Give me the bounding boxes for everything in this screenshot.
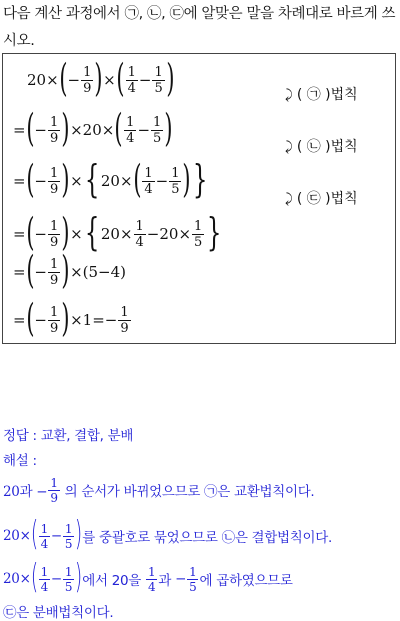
- explanation-label: 해설 :: [3, 453, 37, 469]
- question-line-1: 다음 계산 과정에서 ㉠, ㉡, ㉢에 알맞은 말을 차례대로 바르게 쓰: [3, 6, 396, 22]
- curved-arrow-icon: ⤸: [285, 192, 293, 207]
- answer-line: 정답 : 교환, 결합, 분배: [3, 428, 134, 444]
- explanation-text-3c: 에 곱하였으므로: [199, 573, 293, 589]
- curved-arrow-icon: ⤸: [285, 140, 293, 155]
- question-text: [3, 1, 397, 55]
- calc-step-3: = ( − $\frac{1}{9}$ ) × { 20× ( $\frac{1}{4}$ − $\frac{1}{5}$ ) }: [13, 157, 208, 201]
- explanation-text-2: 를 중괄호로 묶었으므로 ㉡은 결합법칙이다.: [82, 530, 332, 546]
- law-label-3: ⤸ ( ㉢ )법칙: [285, 191, 358, 207]
- calc-step-4: = ( − $\frac{1}{9}$ ) × { 20× $\frac{1}{4}$ −20× $\frac{1}{5}$ }: [13, 210, 222, 254]
- explanation-text-1: 의 순서가 바뀌었으므로 ㉠은 교환법칙이다.: [64, 484, 315, 500]
- calc-step-6: = ( − $\frac{1}{9}$ ) ×1=− $\frac{1}{9}$: [13, 296, 129, 340]
- explanation-line-4: ㉢은 분배법칙이다.: [3, 605, 114, 621]
- law-suffix-2: 법칙: [330, 139, 358, 155]
- marker-circle-1: ㉠: [306, 87, 321, 103]
- law-label-1: ⤸ ( ㉠ )법칙: [285, 87, 358, 103]
- explanation-line-3: 20× ( $\frac{1}{4}$ − $\frac{1}{5}$ ) 에서 20을 $\frac{1}{4}$ 과 − $\frac{1}{5}$ 에 곱하였으므로: [3, 557, 293, 597]
- explanation-text-3b: 과: [158, 573, 172, 589]
- marker-circle-3: ㉢: [306, 191, 321, 207]
- question-line-2: 시오.: [3, 33, 35, 49]
- calc-step-5: = ( − $\frac{1}{9}$ ) ×(5−4): [13, 248, 127, 292]
- law-suffix-3: 법칙: [330, 191, 358, 207]
- law-suffix-1: 법칙: [330, 87, 358, 103]
- law-label-2: ⤸ ( ㉡ )법칙: [285, 139, 358, 155]
- curved-arrow-icon: ⤸: [285, 88, 293, 103]
- explanation-text-3a: 에서 20을: [82, 573, 142, 589]
- explanation-line-1: 20과 − $\frac{1}{9}$ 의 순서가 바뀌었으므로 ㉠은 교환법칙이다.: [3, 475, 315, 505]
- calculation-box: [2, 53, 396, 344]
- calc-step-2: = ( − $\frac{1}{9}$ ) ×20× ( $\frac{1}{4}$ − $\frac{1}{5}$ ): [13, 106, 173, 150]
- marker-circle-2: ㉡: [306, 139, 321, 155]
- explanation-line-2: 20× ( $\frac{1}{4}$ − $\frac{1}{5}$ ) 를 중괄호로 묶었으므로 ㉡은 결합법칙이다.: [3, 514, 332, 554]
- calc-step-1: 20× ( − $\frac{1}{9}$ ) × ( $\frac{1}{4}$ − $\frac{1}{5}$ ): [27, 56, 175, 100]
